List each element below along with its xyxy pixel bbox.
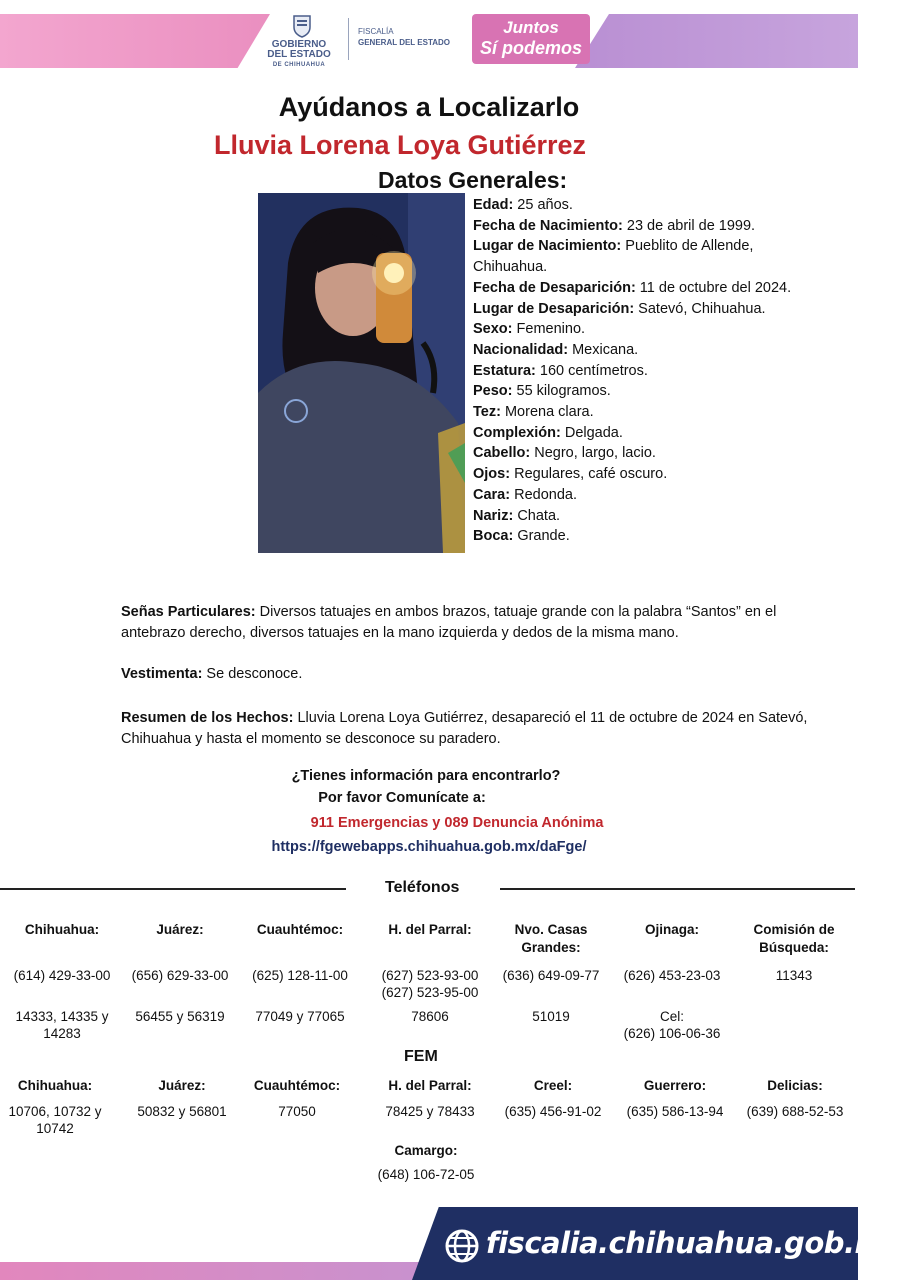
detail-row <box>473 506 853 527</box>
phone-extension: 77049 y 77065 <box>255 1009 345 1024</box>
globe-icon <box>444 1228 480 1264</box>
detail-label: Fecha de Nacimiento: <box>473 217 623 234</box>
fem-col-header: Chihuahua: <box>17 1078 93 1093</box>
phone-extension: Cel: (626) 106-06-36 <box>623 1009 721 1041</box>
senas-particulares <box>121 602 831 643</box>
detail-value: Mexicana. <box>568 341 639 358</box>
detail-row <box>473 485 853 506</box>
detail-row <box>473 402 853 423</box>
detail-label: Peso: <box>473 383 513 400</box>
fem-col-header: Delicias: <box>767 1078 823 1093</box>
fem-col-header: Guerrero: <box>643 1078 707 1093</box>
detail-value: 160 centímetros. <box>535 362 648 379</box>
resumen-label: Resumen de los Hechos: <box>121 710 294 726</box>
detail-label: Estatura: <box>473 362 536 379</box>
detail-value: Femenino. <box>512 321 586 338</box>
government-logo <box>264 40 334 70</box>
gov-line-2: DEL ESTADO <box>267 49 331 60</box>
detail-label: Cabello: <box>473 445 531 462</box>
photo-illustration <box>258 193 465 553</box>
fiscalia-line-2: GENERAL DEL ESTADO <box>358 38 451 47</box>
resumen-text: Lluvia Lorena Loya Gutiérrez, desapareció el 11 de octubre de 2024 en Satevó, Chihuahua y hasta el momento se desconoce su paradero. <box>121 710 808 747</box>
phones-title: Teléfonos <box>385 879 460 896</box>
phone-number: (656) 629-33-00 <box>131 968 229 983</box>
phone-col-header: Ojinaga: <box>644 922 699 937</box>
detail-row <box>473 361 853 382</box>
detail-row <box>473 423 853 444</box>
phone-extension: 56455 y 56319 <box>135 1009 225 1024</box>
detail-value: Delgada. <box>560 424 623 441</box>
detail-label: Lugar de Nacimiento: <box>473 238 622 255</box>
fem-col-header: Juárez: <box>158 1078 206 1093</box>
detail-row <box>473 526 853 547</box>
slogan-badge <box>472 14 590 64</box>
detail-row <box>473 236 853 257</box>
phone-number: (625) 128-11-00 <box>252 968 348 983</box>
vestimenta <box>121 664 831 685</box>
person-photo <box>258 193 465 553</box>
fem-phone-number: 78425 y 78433 <box>385 1104 475 1119</box>
detail-label: Ojos: <box>473 466 511 483</box>
fem-phone-number: 50832 y 56801 <box>137 1104 227 1119</box>
detail-value: 11 de octubre del 2024. <box>635 279 792 296</box>
phone-extension: 51019 <box>532 1009 570 1024</box>
detail-label: Complexión: <box>473 424 561 441</box>
detail-value: Chihuahua. <box>473 259 548 276</box>
detail-row <box>473 340 853 361</box>
phone-col-header: Juárez: <box>156 922 204 937</box>
slogan-line-2: Sí podemos <box>479 38 582 58</box>
gov-line-1: GOBIERNO <box>271 39 327 50</box>
detail-row <box>473 464 853 485</box>
state-crest-icon <box>292 14 312 38</box>
detail-label: Nacionalidad: <box>473 341 569 358</box>
detail-value: Chata. <box>513 507 561 524</box>
person-name: Lluvia Lorena Loya Gutiérrez <box>213 130 587 160</box>
header-divider <box>348 18 349 60</box>
phone-col-header: Nvo. Casas Grandes: <box>514 922 588 955</box>
phone-col-header: H. del Parral: <box>388 922 472 937</box>
detail-label: Fecha de Desaparición: <box>473 279 636 296</box>
camargo-header: Camargo: <box>394 1143 458 1158</box>
phone-number: (636) 649-09-77 <box>502 968 600 983</box>
fem-phone-number: 77050 <box>278 1104 316 1119</box>
footer-website[interactable]: fiscalia.chihuahua.gob.mx <box>486 1226 902 1260</box>
phone-col-header: Comisión de Búsqueda: <box>753 922 835 955</box>
fem-title: FEM <box>404 1048 438 1065</box>
senas-text: Diversos tatuajes en ambos brazos, tatuaje grande con la palabra “Santos” en el antebrazo derecho, diversos tatuajes en la mano izquierda y dedos de la misma mano. <box>121 604 777 641</box>
detail-row <box>473 319 853 340</box>
detail-row <box>473 299 853 320</box>
detail-value: 23 de abril de 1999. <box>622 217 756 234</box>
detail-row <box>473 443 853 464</box>
phone-number: (627) 523-93-00 (627) 523-95-00 <box>381 968 479 1000</box>
vestimenta-text: Se desconoce. <box>202 666 303 682</box>
details-list <box>473 195 853 547</box>
contact-please: Por favor Comunícate a: <box>318 790 486 806</box>
detail-value: Grande. <box>513 528 570 545</box>
divider-left <box>0 888 346 890</box>
senas-label: Señas Particulares: <box>121 604 256 620</box>
detail-row <box>473 257 853 278</box>
phone-number: (626) 453-23-03 <box>623 968 721 983</box>
phone-col-header: Cuauhtémoc: <box>256 922 344 937</box>
detail-label: Nariz: <box>473 507 514 524</box>
detail-row <box>473 216 853 237</box>
detail-value: Pueblito de Allende, <box>621 238 754 255</box>
phone-extension: 14333, 14335 y 14283 <box>15 1009 109 1041</box>
detail-value: 55 kilogramos. <box>512 383 611 400</box>
emergency-numbers: 911 Emergencias y 089 Denuncia Anónima <box>310 815 604 831</box>
fem-phone-number: (635) 456-91-02 <box>504 1104 602 1119</box>
fiscalia-logo <box>358 26 468 48</box>
fem-col-header: Cuauhtémoc: <box>253 1078 341 1093</box>
detail-label: Cara: <box>473 486 511 503</box>
fem-col-header: Creel: <box>533 1078 573 1093</box>
fem-phone-number: 10706, 10732 y 10742 <box>8 1104 102 1136</box>
detail-row <box>473 381 853 402</box>
detail-value: 25 años. <box>513 197 573 213</box>
report-url-link[interactable]: https://fgewebapps.chihuahua.gob.mx/daFge/ <box>271 839 587 855</box>
vestimenta-label: Vestimenta: <box>121 666 203 682</box>
detail-value: Regulares, café oscuro. <box>510 466 668 483</box>
phone-number: (614) 429-33-00 <box>13 968 111 983</box>
detail-value: Morena clara. <box>500 404 594 421</box>
header-purple-band <box>575 14 858 68</box>
detail-row <box>473 278 853 299</box>
camargo-value: (648) 106-72-05 <box>377 1167 475 1182</box>
datos-heading: Datos Generales: <box>378 167 568 193</box>
header-pink-band <box>0 14 270 68</box>
gov-line-3: DE CHIHUAHUA <box>272 62 326 68</box>
detail-value: Redonda. <box>510 486 577 503</box>
contact-question: ¿Tienes información para encontrarlo? <box>291 768 561 784</box>
fiscalia-line-1: FISCALÍA <box>358 27 394 36</box>
detail-label: Sexo: <box>473 321 513 338</box>
fem-phone-number: (635) 586-13-94 <box>626 1104 724 1119</box>
detail-value: Satevó, Chihuahua. <box>634 300 766 317</box>
resumen-hechos <box>121 708 831 749</box>
fem-col-header: H. del Parral: <box>388 1078 472 1093</box>
detail-row <box>473 195 853 216</box>
phone-number: 11343 <box>775 968 813 983</box>
page-title: Ayúdanos a Localizarlo <box>278 92 580 122</box>
detail-label: Lugar de Desaparición: <box>473 300 635 317</box>
phone-extension: 78606 <box>411 1009 449 1024</box>
divider-right <box>500 888 855 890</box>
fem-phone-number: (639) 688-52-53 <box>746 1104 844 1119</box>
detail-value: Negro, largo, lacio. <box>530 445 656 462</box>
slogan-line-1: Juntos <box>503 18 559 37</box>
footer-pink-band <box>0 1262 440 1280</box>
detail-label: Boca: <box>473 528 514 545</box>
phone-col-header: Chihuahua: <box>24 922 100 937</box>
detail-label: Tez: <box>473 404 501 421</box>
detail-label: Edad: <box>473 197 514 213</box>
